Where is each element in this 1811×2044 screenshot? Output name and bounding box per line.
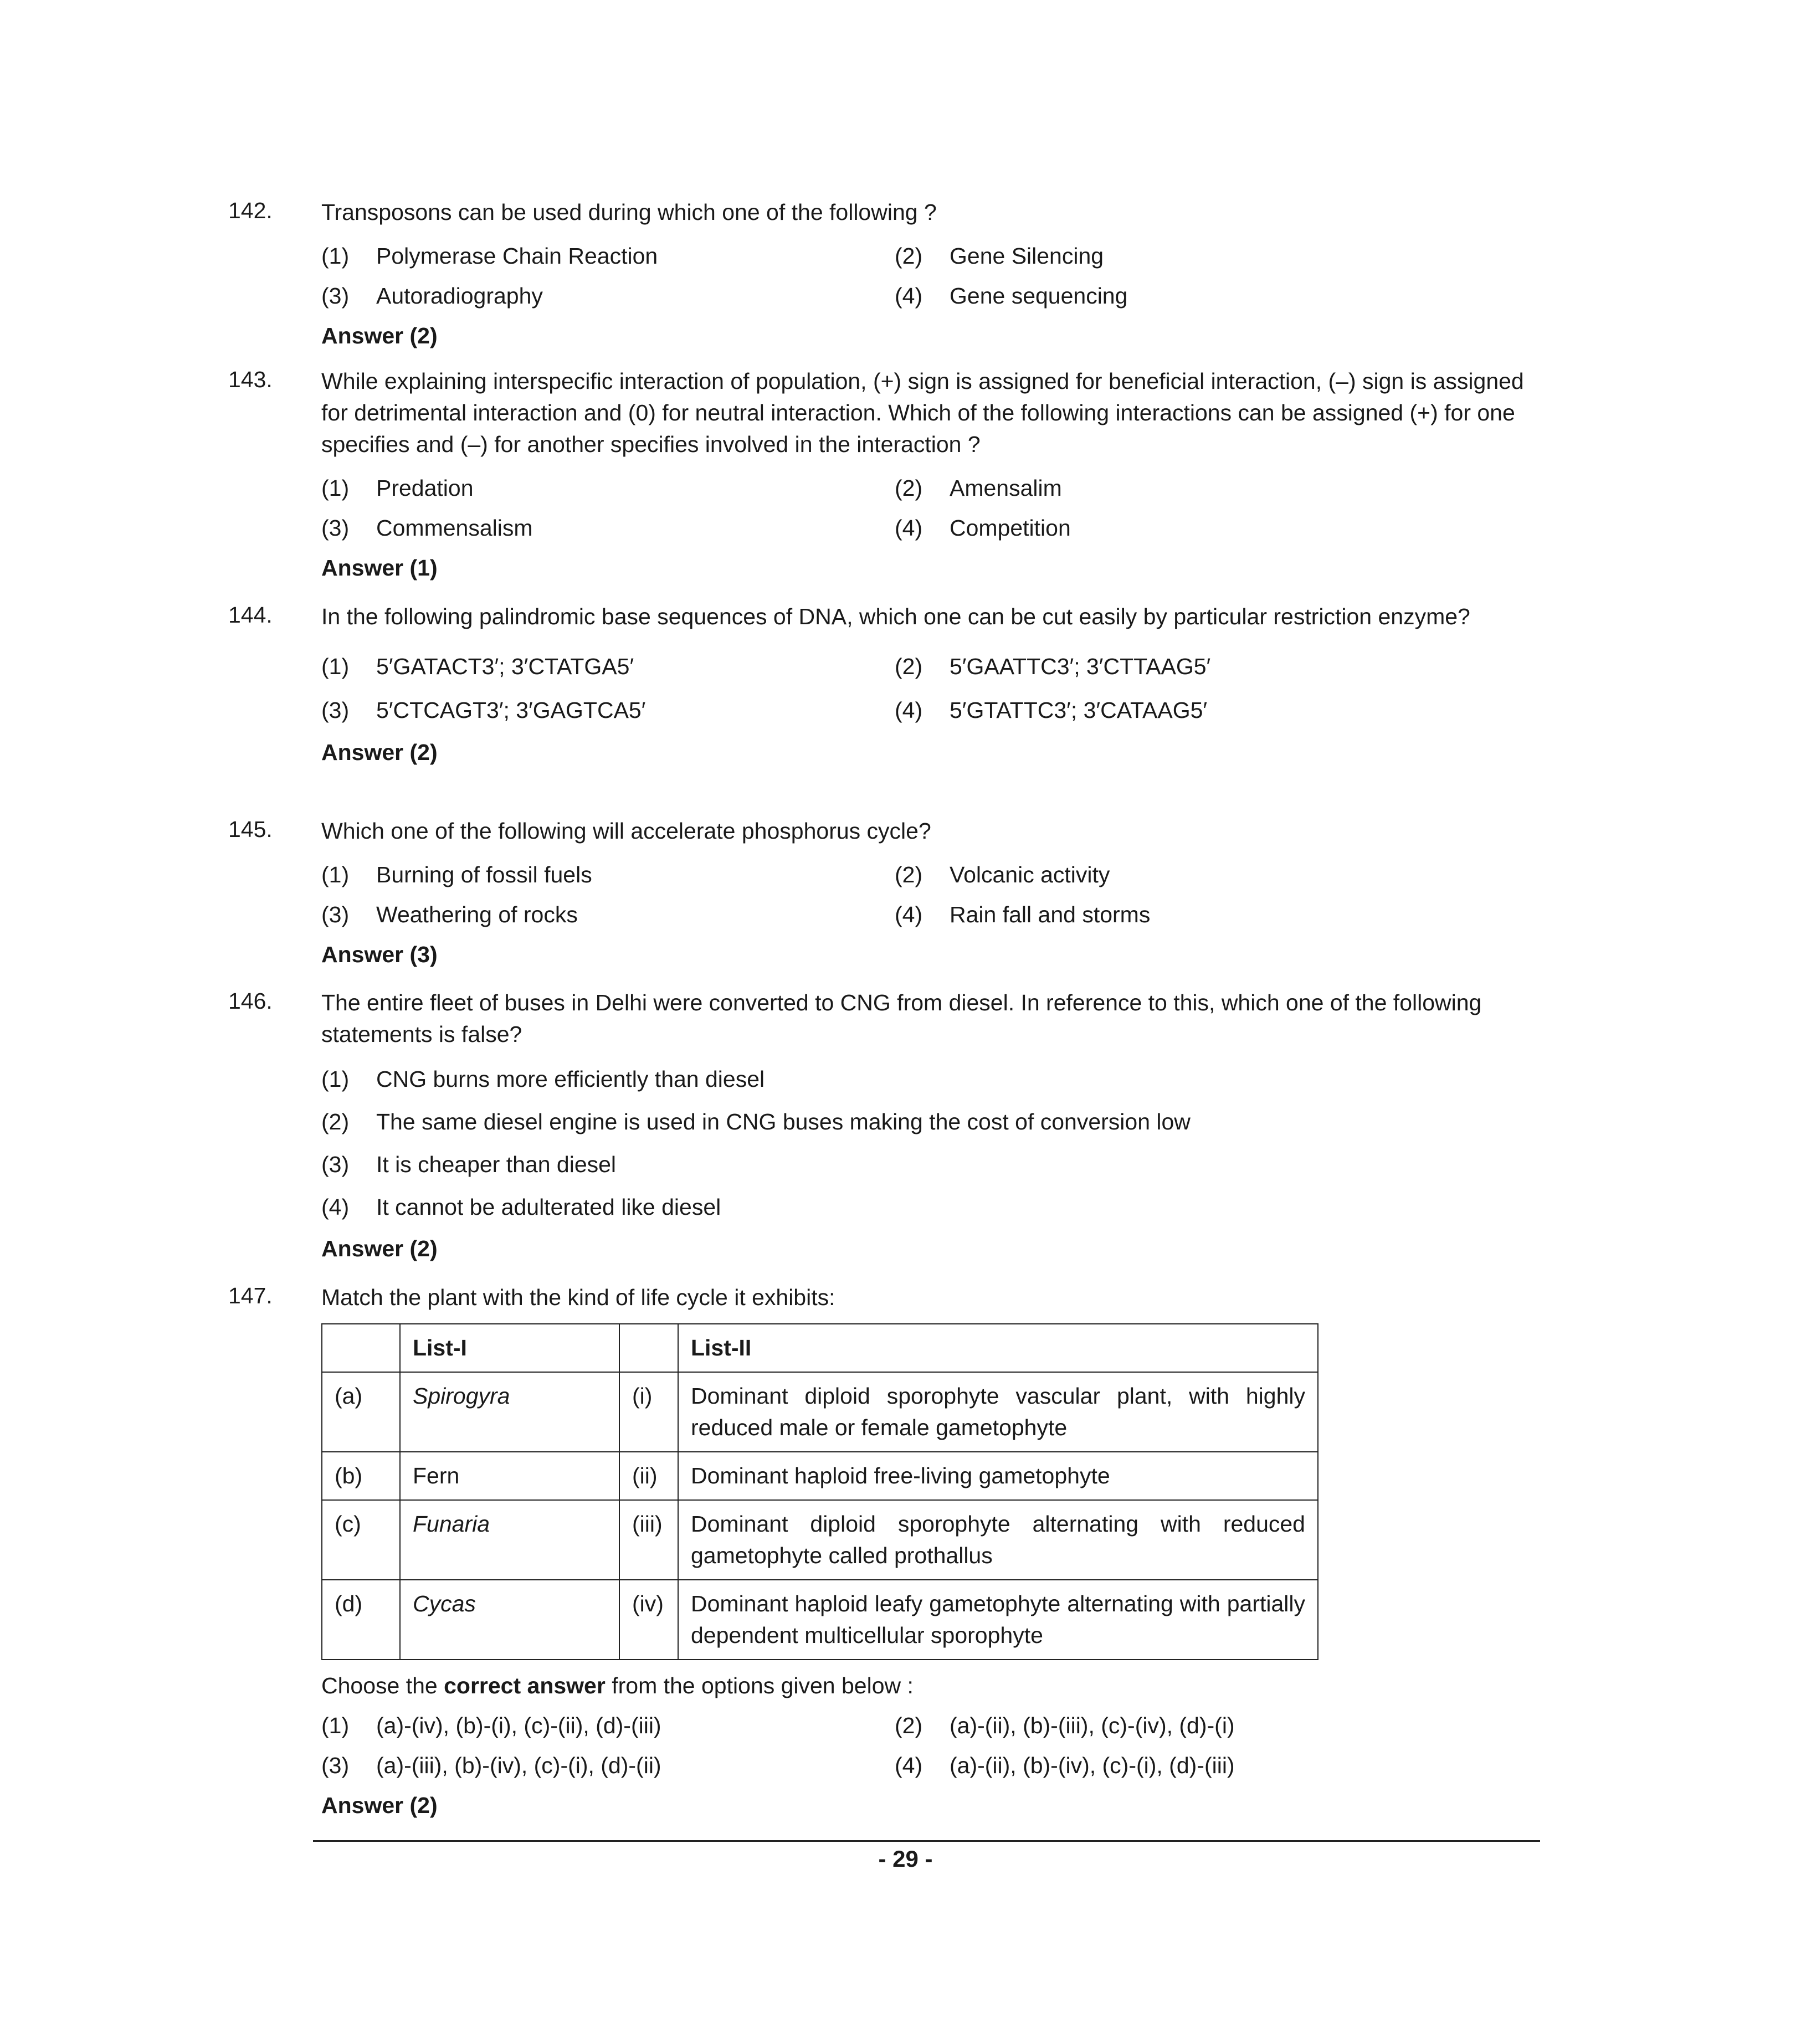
option-4 (895, 276, 1474, 316)
table-cell (619, 1324, 678, 1372)
option-3 (321, 276, 895, 316)
option-text: Predation (376, 475, 474, 501)
option-number: (3) (321, 1152, 350, 1177)
question-number: 144. (228, 602, 273, 628)
option-number: (2) (895, 475, 923, 501)
option-1 (321, 1058, 1529, 1101)
question-number: 145. (228, 816, 273, 842)
option-number: (4) (895, 1753, 923, 1778)
option-number: (1) (321, 1066, 350, 1092)
option-text: 5′GAATTC3′; 3′CTTAAG5′ (950, 654, 1211, 679)
option-3 (321, 1143, 1529, 1186)
option-1 (321, 236, 895, 276)
options (321, 1058, 1529, 1229)
answer: Answer (1) (321, 555, 438, 581)
row-label: (c) (322, 1500, 400, 1580)
option-text: CNG burns more efficiently than diesel (376, 1066, 765, 1092)
option-1 (321, 468, 895, 508)
option-2 (895, 855, 1474, 895)
question-number: 143. (228, 367, 273, 392)
option-2 (895, 1706, 1474, 1745)
plant-name: Funaria (400, 1500, 619, 1580)
options (321, 236, 1529, 316)
option-number: (4) (321, 1194, 350, 1220)
answer: Answer (3) (321, 942, 438, 967)
option-4 (895, 508, 1474, 548)
life-cycle-desc: Dominant haploid free-living gametophyte (678, 1452, 1318, 1500)
instruction-emphasis: correct answer (444, 1673, 606, 1698)
option-3 (321, 1745, 895, 1785)
option-number: (2) (895, 1713, 923, 1738)
option-number: (2) (321, 1109, 350, 1134)
option-text: (a)-(ii), (b)-(iv), (c)-(i), (d)-(iii) (950, 1753, 1235, 1778)
option-3 (321, 895, 895, 934)
option-4 (895, 895, 1474, 934)
row-label: (b) (322, 1452, 400, 1500)
options (321, 855, 1529, 934)
roman-label: (ii) (619, 1452, 678, 1500)
option-number: (2) (895, 243, 923, 269)
table-row (322, 1580, 1318, 1660)
roman-label: (iii) (619, 1500, 678, 1580)
option-number: (3) (321, 902, 350, 927)
option-text: Gene sequencing (950, 283, 1128, 309)
option-1 (321, 645, 895, 689)
list-2-header: List-II (678, 1324, 1318, 1372)
option-2 (895, 468, 1474, 508)
plant-name: Cycas (400, 1580, 619, 1660)
row-label: (d) (322, 1580, 400, 1660)
option-text: Commensalism (376, 515, 533, 541)
option-number: (3) (321, 1753, 350, 1778)
option-number: (1) (321, 654, 350, 679)
answer: Answer (2) (321, 323, 438, 348)
option-number: (4) (895, 697, 923, 723)
list-1-header: List-I (400, 1324, 619, 1372)
question-146 (228, 987, 1529, 1268)
footer-divider (313, 1840, 1540, 1842)
option-number: (4) (895, 515, 923, 541)
question-number: 142. (228, 198, 273, 223)
option-2 (321, 1101, 1529, 1143)
option-number: (1) (321, 1713, 350, 1738)
option-text: Gene Silencing (950, 243, 1104, 269)
option-text: Amensalim (950, 475, 1062, 501)
table-row (322, 1372, 1318, 1452)
option-number: (4) (895, 902, 923, 927)
option-2 (895, 236, 1474, 276)
question-text: While explaining interspecific interaction of population, (+) sign is assigned for beneficial interaction, (–) sign is assigned for detrimental interaction and (0) for neutral interaction. Which of the following interactions can be assigned (+) for one specifies and (–) for another specifies involved in the interaction ? (321, 368, 1524, 457)
option-text: 5′CTCAGT3′; 3′GAGTCA5′ (376, 697, 646, 723)
instruction-prefix: Choose the (321, 1673, 444, 1698)
option-4 (895, 689, 1474, 732)
question-text: Transposons can be used during which one of the following ? (321, 199, 937, 225)
answer: Answer (2) (321, 739, 438, 765)
option-text: Burning of fossil fuels (376, 862, 592, 887)
option-text: (a)-(ii), (b)-(iii), (c)-(iv), (d)-(i) (950, 1713, 1235, 1738)
question-text: Match the plant with the kind of life cycle it exhibits: (321, 1285, 835, 1310)
option-number: (2) (895, 862, 923, 887)
option-number: (1) (321, 243, 350, 269)
instruction-text (321, 1666, 1529, 1706)
life-cycle-desc: Dominant diploid sporophyte vascular plant, with highly reduced male or female gametophyte (678, 1372, 1318, 1452)
question-number: 146. (228, 988, 273, 1014)
plant-name: Fern (400, 1452, 619, 1500)
question-142 (228, 197, 1529, 356)
question-147 (228, 1282, 1529, 1825)
table-header-row (322, 1324, 1318, 1372)
question-text: Which one of the following will accelerate phosphorus cycle? (321, 818, 931, 844)
option-text: The same diesel engine is used in CNG buses making the cost of conversion low (376, 1109, 1191, 1134)
row-label: (a) (322, 1372, 400, 1452)
roman-label: (i) (619, 1372, 678, 1452)
question-text: In the following palindromic base sequences of DNA, which one can be cut easily by particular restriction enzyme? (321, 604, 1470, 629)
answer: Answer (2) (321, 1236, 438, 1261)
option-number: (1) (321, 475, 350, 501)
match-table (321, 1323, 1319, 1660)
option-number: (3) (321, 515, 350, 541)
table-cell (322, 1324, 400, 1372)
question-text: The entire fleet of buses in Delhi were converted to CNG from diesel. In reference to this, which one of the following statements is false? (321, 990, 1482, 1047)
option-3 (321, 689, 895, 732)
instruction-suffix: from the options given below : (605, 1673, 914, 1698)
options (321, 468, 1529, 548)
table-row (322, 1452, 1318, 1500)
options (321, 1706, 1529, 1785)
option-number: (3) (321, 697, 350, 723)
table-row (322, 1500, 1318, 1580)
option-text: Volcanic activity (950, 862, 1110, 887)
plant-name: Spirogyra (400, 1372, 619, 1452)
option-text: 5′GTATTC3′; 3′CATAAG5′ (950, 697, 1208, 723)
option-text: It is cheaper than diesel (376, 1152, 617, 1177)
page-number: - 29 - (878, 1846, 933, 1872)
option-text: Rain fall and storms (950, 902, 1151, 927)
question-145 (228, 815, 1529, 974)
life-cycle-desc: Dominant haploid leafy gametophyte alternating with partially dependent multicellular sporophyte (678, 1580, 1318, 1660)
roman-label: (iv) (619, 1580, 678, 1660)
options (321, 645, 1529, 732)
option-number: (3) (321, 283, 350, 309)
question-number: 147. (228, 1283, 273, 1308)
option-text: It cannot be adulterated like diesel (376, 1194, 721, 1220)
question-144 (228, 601, 1529, 772)
option-text: (a)-(iii), (b)-(iv), (c)-(i), (d)-(ii) (376, 1753, 661, 1778)
option-1 (321, 855, 895, 895)
option-text: Polymerase Chain Reaction (376, 243, 658, 269)
option-2 (895, 645, 1474, 689)
option-text: Autoradiography (376, 283, 543, 309)
option-4 (321, 1186, 1529, 1229)
option-text: 5′GATACT3′; 3′CTATGA5′ (376, 654, 634, 679)
life-cycle-desc: Dominant diploid sporophyte alternating with reduced gametophyte called prothallus (678, 1500, 1318, 1580)
option-number: (1) (321, 862, 350, 887)
option-text: Competition (950, 515, 1071, 541)
option-3 (321, 508, 895, 548)
option-number: (2) (895, 654, 923, 679)
question-143 (228, 366, 1529, 588)
option-text: Weathering of rocks (376, 902, 578, 927)
option-1 (321, 1706, 895, 1745)
option-text: (a)-(iv), (b)-(i), (c)-(ii), (d)-(iii) (376, 1713, 661, 1738)
answer: Answer (2) (321, 1793, 438, 1818)
option-number: (4) (895, 283, 923, 309)
option-4 (895, 1745, 1474, 1785)
